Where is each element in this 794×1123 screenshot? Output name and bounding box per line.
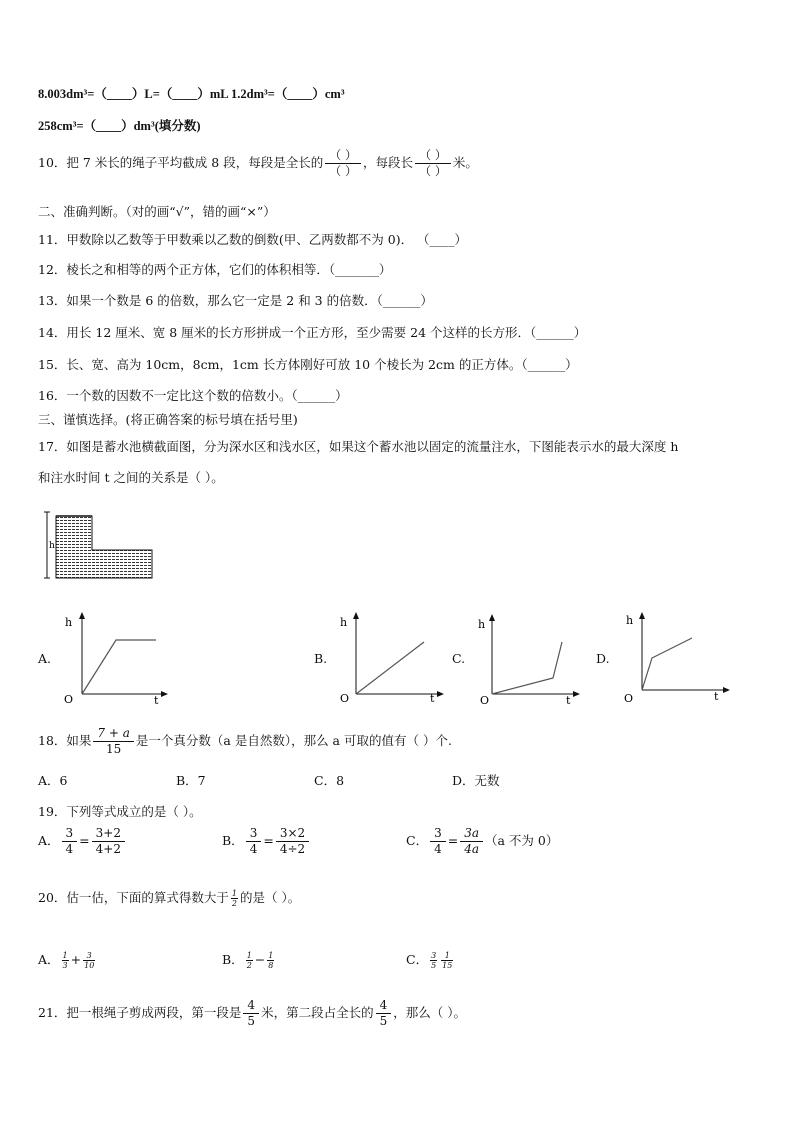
question-18: 18．如果 $\frac{7 + a}{15}$ 是一个真分数（a 是自然数），那么 a 可取的值有（ ）个. bbox=[38, 726, 452, 756]
graph-b-line bbox=[356, 642, 424, 694]
question-10 bbox=[38, 148, 478, 179]
q17-graph-b bbox=[336, 610, 446, 710]
q17-option-c-label: C. bbox=[452, 651, 466, 666]
section-2-heading: 二、准确判断。（对的画“√”，错的画“×”） bbox=[38, 204, 276, 219]
svg-text:h: h bbox=[65, 616, 73, 629]
q17-line2: 和注水时间 t 之间的关系是（ ）。 bbox=[38, 470, 224, 485]
q19-option-c: C． $\frac{3}{4}$ = $\frac{3a}{4a}$ （a 不为 0） bbox=[406, 826, 559, 856]
q17-option-a-label: A. bbox=[38, 651, 52, 666]
section-3-heading: 三、谨慎选择。(将正确答案的标号填在括号里) bbox=[38, 412, 298, 427]
svg-text:h: h bbox=[340, 616, 348, 629]
question-19-stem: 19．下列等式成立的是（ ）。 bbox=[38, 804, 202, 819]
svg-text:t: t bbox=[430, 692, 435, 705]
question-15: 15．长、宽、高为 10cm，8cm，1cm 长方体刚好可放 10 个棱长为 2cm 的正方体。（______） bbox=[38, 357, 578, 372]
q18-option-c: C．8 bbox=[314, 773, 345, 788]
graph-c-line bbox=[492, 642, 562, 694]
q10-text-c: 米。 bbox=[452, 155, 478, 170]
q10-text-b: ，每段长 bbox=[363, 155, 414, 170]
question-11: 11．甲数除以乙数等于甲数乘以乙数的倒数(甲、乙两数都不为 0)． （____） bbox=[38, 232, 468, 247]
q20-option-c: C． $\frac{3}{5}$ $\frac{1}{15}$ bbox=[406, 951, 453, 970]
graph-d-line bbox=[642, 638, 692, 690]
q18-option-b: B．7 bbox=[176, 773, 206, 788]
svg-text:O: O bbox=[624, 692, 634, 705]
diagram-h-label: h bbox=[49, 541, 55, 551]
q10-text-a: 10．把 7 米长的绳子平均截成 8 段，每段是全长的 bbox=[38, 155, 324, 170]
q17-option-b-label: B. bbox=[314, 651, 328, 666]
svg-text:O: O bbox=[64, 693, 74, 706]
question-21: 21．把一根绳子剪成两段，第一段是 $\frac{4}{5}$ 米，第二段占全长的 $\frac{4}{5}$ ，那么（ ）。 bbox=[38, 998, 466, 1028]
svg-text:t: t bbox=[566, 694, 571, 707]
q19-option-b: B． $\frac{3}{4}$ = $\frac{3\times 2}{4\div 2}$ bbox=[222, 826, 311, 857]
q-units-line2: 258cm³=（____）dm³(填分数) bbox=[38, 119, 201, 133]
svg-text:O: O bbox=[480, 694, 490, 707]
q-units-line1: 8.003dm³=（____）L=（____）mL 1.2dm³=（____）cm³ bbox=[38, 87, 345, 101]
graph-a-line bbox=[82, 640, 156, 694]
q10-fraction-blank-2: $\frac{( )}{( )}$ bbox=[415, 148, 451, 179]
q17-graph-d bbox=[622, 610, 734, 710]
q17-line1: 17．如图是蓄水池横截面图，分为深水区和浅水区，如果这个蓄水池以固定的流量注水，下图能表示水的最大深度 h bbox=[38, 439, 679, 454]
svg-text:t: t bbox=[714, 690, 719, 703]
svg-text:t: t bbox=[154, 694, 159, 707]
q18-fraction: $\frac{7 + a}{15}$ bbox=[93, 726, 133, 757]
q17-option-d-label: D. bbox=[596, 651, 610, 666]
svg-text:h: h bbox=[626, 614, 634, 627]
question-20-stem: 20．估一估，下面的算式得数大于 $\frac{1}{2}$ 的是（ ）。 bbox=[38, 889, 301, 908]
question-13: 13．如果一个数是 6 的倍数，那么它一定是 2 和 3 的倍数．（______） bbox=[38, 293, 433, 308]
q18-option-d: D．无数 bbox=[452, 773, 500, 788]
question-14: 14．用长 12 厘米、宽 8 厘米的长方形拼成一个正方形，至少需要 24 个这样的长方形．（______） bbox=[38, 325, 587, 340]
svg-text:h: h bbox=[478, 618, 486, 631]
svg-text:O: O bbox=[340, 692, 350, 705]
question-16: 16．一个数的因数不一定比这个数的倍数小。（______） bbox=[38, 388, 348, 403]
q19-option-a: A． $\frac{3}{4}$ = $\frac{3+2}{4+2}$ bbox=[38, 826, 127, 857]
q18-option-a: A．6 bbox=[38, 773, 68, 788]
q17-graph-c bbox=[476, 612, 586, 712]
q10-fraction-blank-1: $\frac{( )}{( )}$ bbox=[325, 148, 361, 179]
reservoir-diagram bbox=[44, 508, 156, 582]
q20-option-a: A． $\frac{1}{3}$ + $\frac{3}{10}$ bbox=[38, 951, 95, 970]
question-12: 12．棱长之和相等的两个正方体，它们的体积相等．（_______） bbox=[38, 262, 392, 277]
q20-option-b: B． $\frac{1}{2}$ − $\frac{1}{8}$ bbox=[222, 951, 274, 970]
q17-graph-a bbox=[60, 610, 170, 710]
